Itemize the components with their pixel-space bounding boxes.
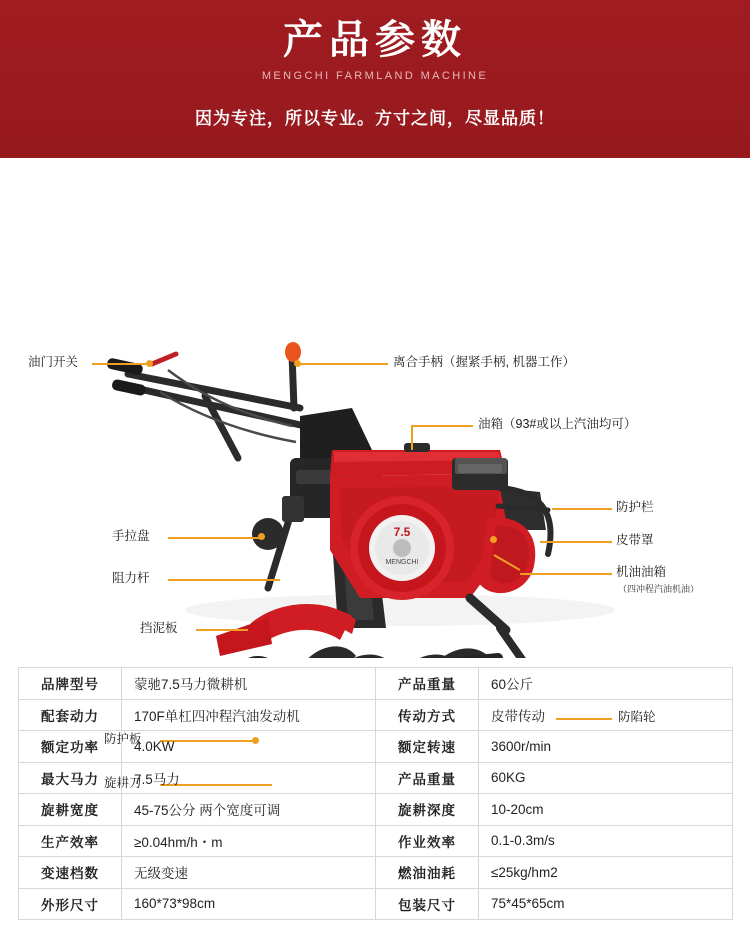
svg-text:7.5: 7.5: [393, 525, 411, 539]
spec-value: 无级变速: [122, 857, 376, 889]
spec-value: 45-75公分 两个宽度可调: [122, 794, 376, 826]
dot-clutch-handle: [294, 360, 301, 367]
spec-value: 170F单杠四冲程汽油发动机: [122, 699, 376, 731]
callout-resistance-bar: 阻力杆: [112, 571, 150, 585]
spec-value: 皮带传动: [479, 699, 733, 731]
page-title: 产品参数: [283, 18, 467, 62]
dot-oil-tank: [490, 536, 497, 543]
spec-value: 3600r/min: [479, 731, 733, 763]
spec-label: 变速档数: [19, 857, 122, 889]
leader-hand-pull-disc: [168, 537, 260, 539]
callout-rotary-blade: 旋耕刀: [104, 776, 142, 790]
spec-label: 旋耕宽度: [19, 794, 122, 826]
banner-subtitle: MENGCHI FARMLAND MACHINE: [261, 70, 489, 82]
leader-throttle-switch: [92, 363, 150, 365]
callout-oil-tank-note: （四冲程汽油机油）: [618, 584, 700, 594]
spec-label: 旋耕深度: [376, 794, 479, 826]
callout-throttle-switch: 油门开关: [28, 355, 79, 369]
spec-label: 生产效率: [19, 825, 122, 857]
table-row: [19, 699, 733, 731]
header-banner: [0, 0, 750, 158]
table-row: [19, 888, 733, 920]
spec-label: 品牌型号: [19, 668, 122, 700]
table-row: [19, 857, 733, 889]
svg-text:MENGCHI: MENGCHI: [385, 559, 419, 566]
leader-oil-tank: [520, 573, 612, 575]
callout-hand-pull-disc: 手拉盘: [112, 529, 150, 543]
table-row: [19, 825, 733, 857]
spec-value: 75*45*65cm: [479, 888, 733, 920]
dot-throttle-switch: [146, 360, 153, 367]
spec-value: 160*73*98cm: [122, 888, 376, 920]
spec-label: 包装尺寸: [376, 888, 479, 920]
leader-resistance-bar: [168, 579, 280, 581]
spec-value: ≥0.04hm/h・m: [122, 825, 376, 857]
spec-value: 4.0KW: [122, 731, 376, 763]
spec-label: 产品重量: [376, 668, 479, 700]
spec-label: 作业效率: [376, 825, 479, 857]
spec-label: 产品重量: [376, 762, 479, 794]
leader-mudguard: [196, 629, 248, 631]
spec-value: 7.5马力: [122, 762, 376, 794]
callout-oil-tank: 机油油箱: [616, 565, 667, 579]
spec-label: 燃油油耗: [376, 857, 479, 889]
spec-value: 10-20cm: [479, 794, 733, 826]
banner-slogan: 因为专注，所以专业。方寸之间，尽显品质！: [195, 109, 555, 128]
table-row: [19, 794, 733, 826]
spec-label: 配套动力: [19, 699, 122, 731]
callout-belt-cover: 皮带罩: [616, 533, 654, 547]
table-row: [19, 668, 733, 700]
spec-label: 最大马力: [19, 762, 122, 794]
spec-value: 0.1-0.3m/s: [479, 825, 733, 857]
spec-label: 额定功率: [19, 731, 122, 763]
dot-hand-pull-disc: [258, 533, 265, 540]
callout-fuel-tank: 油箱（93#或以上汽油均可）: [478, 417, 637, 431]
callout-guard-rail: 防护栏: [616, 500, 654, 514]
spec-table: [18, 667, 733, 920]
spec-value: ≤25kg/hm2: [479, 857, 733, 889]
leader-fuel-tank: [411, 425, 473, 427]
spec-value: 60公斤: [479, 668, 733, 700]
spec-value: 60KG: [479, 762, 733, 794]
callout-anti-sink-wheel: 防陷轮: [618, 710, 656, 724]
table-row: [19, 762, 733, 794]
table-row: [19, 731, 733, 763]
spec-label: 传动方式: [376, 699, 479, 731]
spec-label: 外形尺寸: [19, 888, 122, 920]
leader-fuel-tank-vertical: [411, 426, 413, 450]
spec-value: 蒙驰7.5马力微耕机: [122, 668, 376, 700]
callout-guard-plate: 防护板: [104, 732, 142, 746]
leader-clutch-handle: [300, 363, 388, 365]
callout-mudguard: 挡泥板: [140, 621, 178, 635]
spec-table-wrapper: [18, 667, 732, 920]
leader-guard-rail: [552, 508, 612, 510]
spec-label: 额定转速: [376, 731, 479, 763]
leader-belt-cover: [540, 541, 612, 543]
callout-clutch-handle: 离合手柄（握紧手柄, 机器工作）: [393, 355, 575, 369]
